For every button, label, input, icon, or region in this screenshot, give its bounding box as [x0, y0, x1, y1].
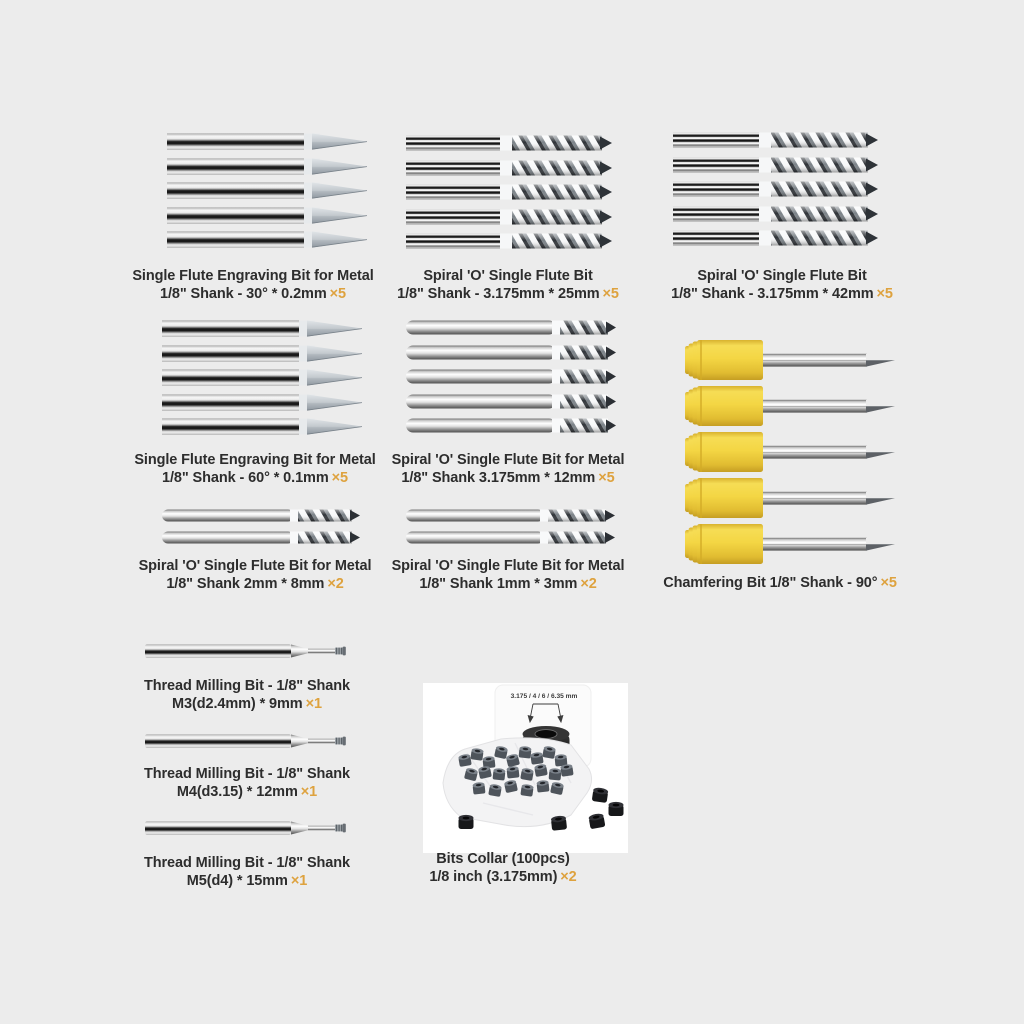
bit-stack-engraving-30: [167, 133, 367, 248]
drill-bit: [406, 320, 616, 335]
drill-bit: [406, 160, 612, 176]
product-name: Chamfering Bit 1/8" Shank - 90°: [663, 575, 878, 591]
bits-collar-photo-svg: [423, 683, 628, 853]
drill-bit: [673, 157, 878, 173]
drill-bit: [406, 184, 612, 200]
product-name: Single Flute Engraving Bit for Metal: [132, 268, 374, 284]
quantity-badge: ×5: [880, 575, 897, 591]
product-name: Bits Collar (100pcs): [436, 851, 570, 867]
bits-collar-photo: [423, 683, 628, 853]
bit-stack-engraving-60: [162, 320, 362, 435]
drill-bit: [167, 231, 367, 248]
drill-bit: [685, 386, 895, 426]
drill-bit: [162, 369, 362, 386]
drill-bit: [162, 345, 362, 362]
label-spiral-42: [671, 267, 893, 303]
drill-bit: [673, 206, 878, 222]
bit-stack-spiral-2x8: [162, 509, 360, 544]
product-name: Thread Milling Bit - 1/8" Shank: [144, 678, 350, 694]
bit-stack-chamfer-90: [685, 340, 895, 564]
drill-bit: [685, 478, 895, 518]
label-spiral-1x3: [392, 557, 625, 593]
product-spec: 1/8" Shank - 3.175mm * 42mm: [671, 286, 874, 302]
drill-bit: [406, 394, 616, 409]
product-name: Thread Milling Bit - 1/8" Shank: [144, 766, 350, 782]
quantity-badge: ×2: [560, 869, 577, 885]
drill-bit: [406, 135, 612, 151]
drill-bit: [406, 369, 616, 384]
label-thread-m4: [144, 765, 350, 801]
product-spec: 1/8" Shank 2mm * 8mm: [166, 576, 325, 592]
label-chamfer-90: [663, 574, 897, 592]
drill-bit: [145, 644, 350, 658]
label-thread-m5: [144, 854, 350, 890]
drill-bit: [406, 509, 615, 522]
drill-bit: [685, 524, 895, 564]
product-name: Spiral 'O' Single Flute Bit: [423, 268, 593, 284]
product-name: Spiral 'O' Single Flute Bit for Metal: [391, 452, 625, 468]
quantity-badge: ×5: [602, 286, 619, 302]
quantity-badge: ×2: [327, 576, 344, 592]
product-name: Spiral 'O' Single Flute Bit: [697, 268, 867, 284]
product-spec: 1/8" Shank - 60° * 0.1mm: [162, 470, 329, 486]
label-engraving-30: [132, 267, 373, 303]
drill-bit: [162, 531, 360, 544]
product-name: Single Flute Engraving Bit for Metal: [134, 452, 376, 468]
drill-bit: [145, 734, 350, 748]
drill-bit: [673, 230, 878, 246]
drill-bit: [162, 394, 362, 411]
drill-bit: [685, 432, 895, 472]
product-spec: 1/8" Shank 3.175mm * 12mm: [401, 470, 596, 486]
quantity-badge: ×5: [331, 470, 348, 486]
plastic-bag: [443, 738, 592, 827]
quantity-badge: ×1: [290, 873, 308, 889]
bit-stack-thread-m4: [145, 734, 350, 748]
label-engraving-60: [134, 451, 375, 487]
drill-bit: [406, 531, 615, 544]
quantity-badge: ×1: [300, 784, 318, 800]
drill-bit: [406, 209, 612, 225]
product-name: Thread Milling Bit - 1/8" Shank: [144, 855, 350, 871]
drill-bit: [406, 418, 616, 433]
bit-stack-spiral-42: [673, 132, 878, 246]
collar-dimension-label: 3.175 / 4 / 6 / 6.35 mm: [510, 693, 578, 700]
label-bits-collar: [429, 850, 576, 886]
bit-stack-spiral-25: [406, 135, 612, 249]
drill-bit: [167, 133, 367, 150]
bit-stack-spiral-12: [406, 320, 616, 433]
drill-bit: [406, 345, 616, 360]
drill-bit: [167, 158, 367, 175]
product-spec: M5(d4) * 15mm: [186, 873, 288, 889]
bit-stack-thread-m3: [145, 644, 350, 658]
quantity-badge: ×5: [598, 470, 615, 486]
label-thread-m3: [144, 677, 350, 713]
product-name: Spiral 'O' Single Flute Bit for Metal: [391, 558, 625, 574]
drill-bit: [162, 509, 360, 522]
product-spec: M3(d2.4mm) * 9mm: [172, 696, 303, 712]
quantity-badge: ×1: [305, 696, 322, 712]
drill-bit: [145, 821, 350, 835]
product-spec: M4(d3.15) * 12mm: [176, 784, 298, 800]
product-name: Spiral 'O' Single Flute Bit for Metal: [138, 558, 372, 574]
drill-bit: [167, 207, 367, 224]
bit-stack-spiral-1x3: [406, 509, 615, 544]
drill-bit: [162, 418, 362, 435]
label-spiral-25: [397, 267, 619, 303]
label-spiral-2x8: [139, 557, 372, 593]
product-spec: 1/8" Shank - 30° * 0.2mm: [160, 286, 327, 302]
product-spec: 1/8" Shank 1mm * 3mm: [419, 576, 578, 592]
quantity-badge: ×5: [329, 286, 346, 302]
drill-bit: [167, 182, 367, 199]
drill-bit: [685, 340, 895, 380]
bit-stack-thread-m5: [145, 821, 350, 835]
drill-bit: [673, 181, 878, 197]
quantity-badge: ×2: [580, 576, 597, 592]
drill-bit: [673, 132, 878, 148]
product-spec: 1/8 inch (3.175mm): [429, 869, 558, 885]
drill-bit: [162, 320, 362, 337]
label-spiral-12: [392, 451, 625, 487]
product-spec: 1/8" Shank - 3.175mm * 25mm: [397, 286, 600, 302]
quantity-badge: ×5: [876, 286, 893, 302]
drill-bit: [406, 233, 612, 249]
